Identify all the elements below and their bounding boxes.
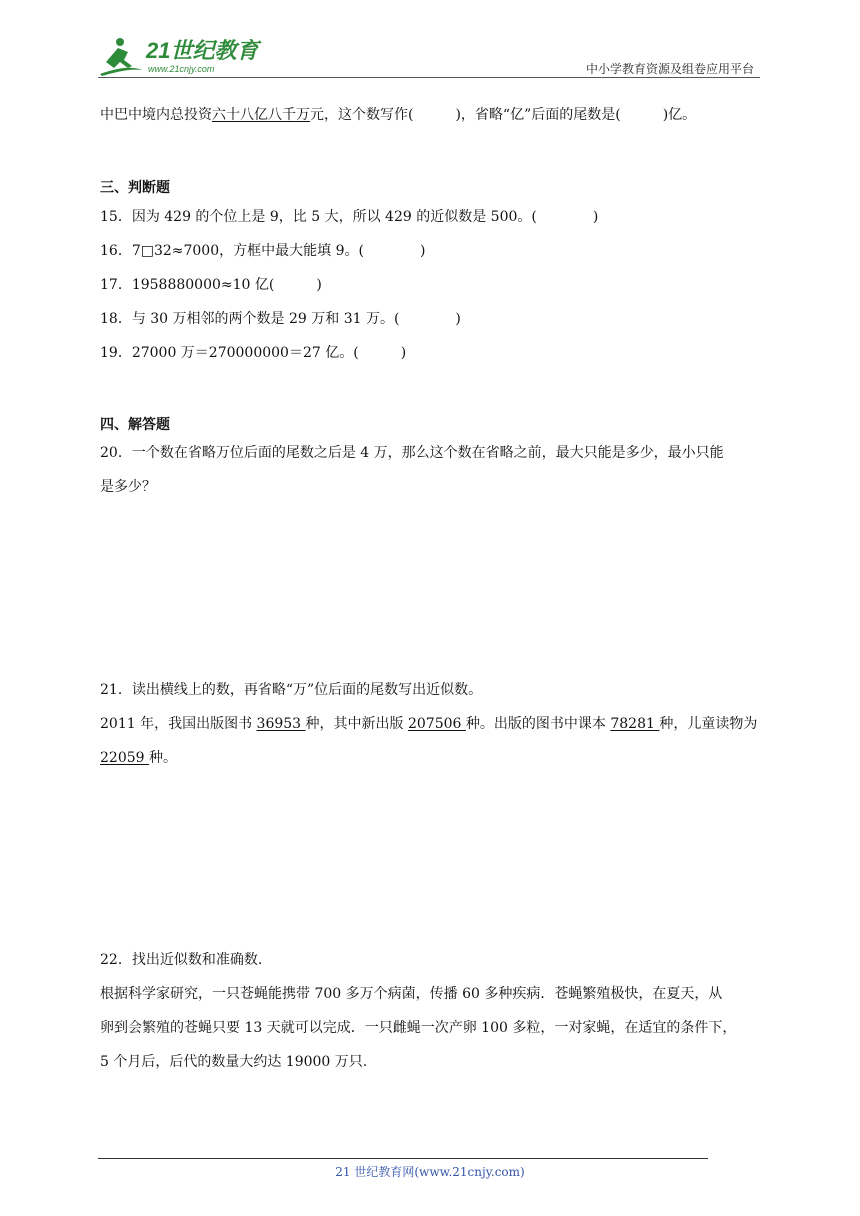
question-21-text-line-2: 22059 种。 [100, 750, 177, 766]
header-divider [98, 77, 760, 78]
question-18: 18．与 30 万相邻的两个数是 29 万和 31 万。( ) [100, 311, 461, 327]
section-4-title: 四、解答题 [100, 417, 170, 433]
question-21-title: 21．读出横线上的数，再省略“万”位后面的尾数写出近似数。 [100, 682, 483, 698]
question-14: 中巴中境内总投资六十八亿八千万元，这个数写作( )，省略“亿”后面的尾数是( )亿。 [100, 107, 697, 123]
header-platform-name: 中小学教育资源及组卷应用平台 [585, 62, 754, 76]
question-20-line-2: 是多少？ [100, 479, 156, 495]
svg-text:21世纪教育: 21世纪教育 [146, 38, 259, 63]
number-22059: 22059 [100, 750, 149, 766]
footer-text: 21 世纪教育网(www.21cnjy.com) [335, 1165, 525, 1179]
svg-text:www.21cnjy.com: www.21cnjy.com [148, 64, 215, 74]
question-15: 15．因为 429 的个位上是 9，比 5 大，所以 429 的近似数是 500。( ) [100, 209, 599, 225]
footer-divider [98, 1158, 708, 1159]
question-22-line-2: 卵到会繁殖的苍蝇只要 13 天就可以完成．一只雌蝇一次产卵 100 多粒，一对家蝇，在适宜的条件下， [100, 1020, 737, 1036]
question-16: 16．7□32≈7000，方框中最大能填 9。( ) [100, 243, 426, 259]
question-22-line-1: 根据科学家研究，一只苍蝇能携带 700 多万个病菌，传播 60 多种疾病．苍蝇繁殖极快，在夏天，从 [100, 986, 723, 1002]
question-17: 17．1958880000≈10 亿( ) [100, 277, 322, 293]
page-header [98, 34, 760, 78]
logo-icon [98, 34, 268, 78]
number-78281: 78281 [610, 716, 660, 732]
section-3-title: 三、判断题 [100, 180, 170, 196]
number-207506: 207506 [407, 716, 466, 732]
question-22-title: 22．找出近似数和准确数. [100, 952, 263, 968]
question-19: 19．27000 万＝270000000＝27 亿。( ) [100, 345, 407, 361]
question-22-line-3: 5 个月后，后代的数量大约达 19000 万只. [100, 1054, 368, 1070]
question-21-text-line-1: 2011 年，我国出版图书 36953 种，其中新出版 207506 种。出版的图书中课本 78281 种，儿童读物为 [100, 716, 758, 732]
question-20-line-1: 20．一个数在省略万位后面的尾数之后是 4 万，那么这个数在省略之前，最大只能是多少，最小只能 [100, 445, 724, 461]
number-36953: 36953 [256, 716, 306, 732]
